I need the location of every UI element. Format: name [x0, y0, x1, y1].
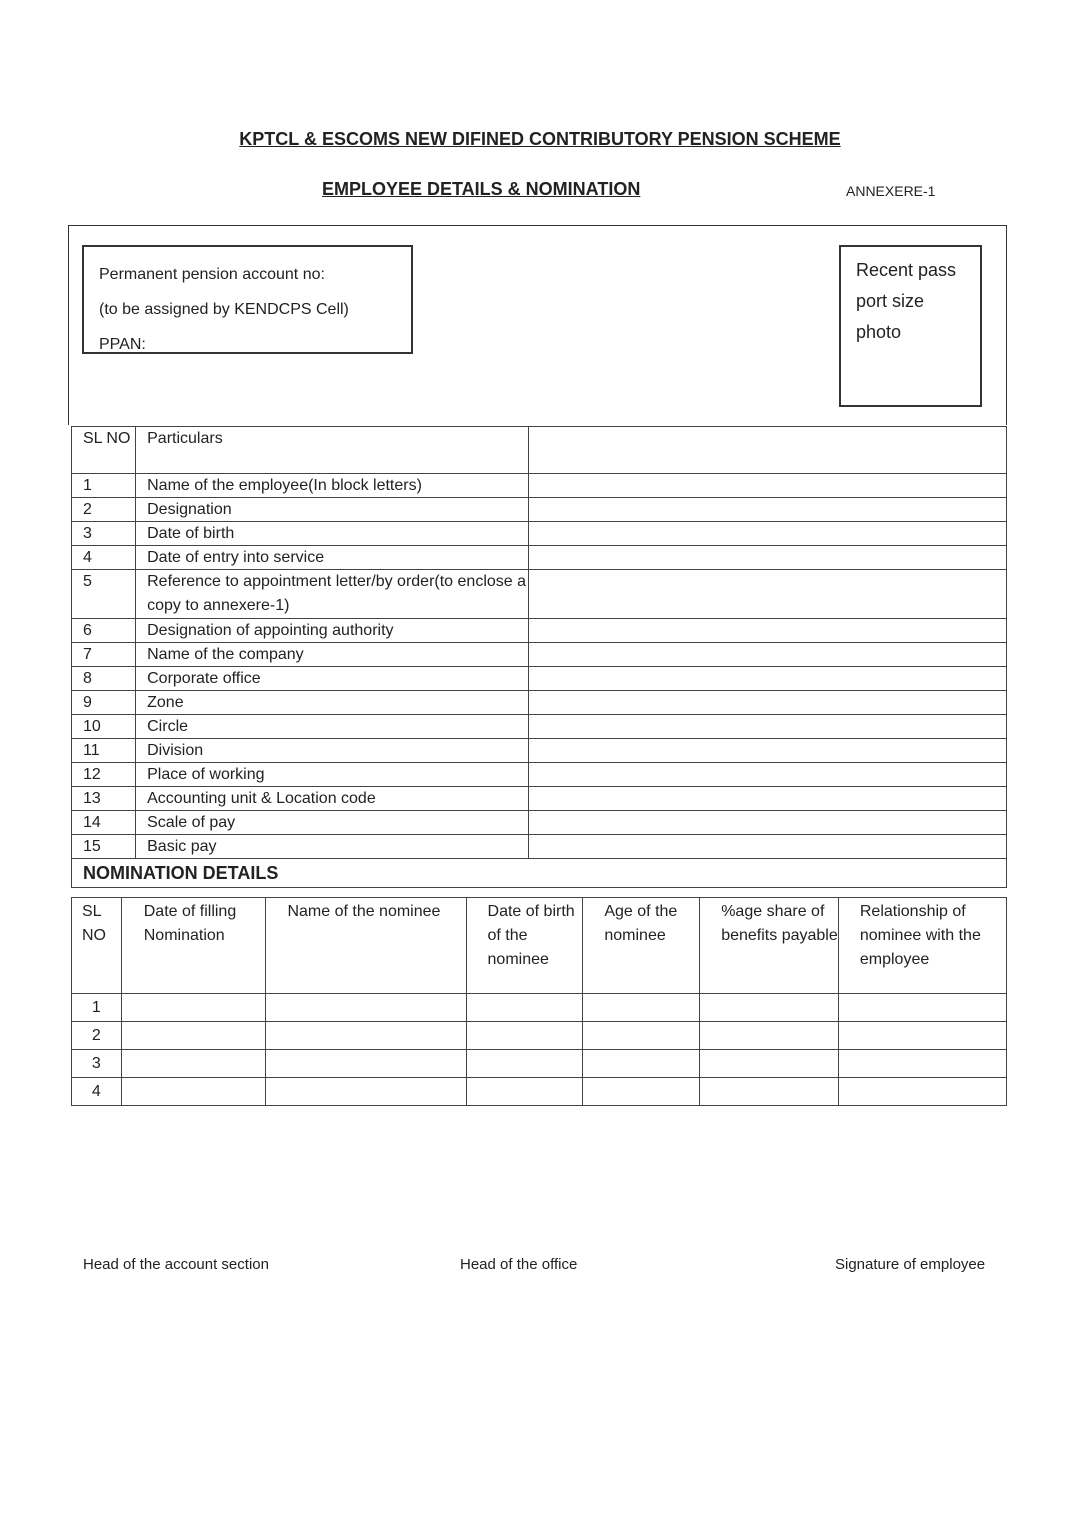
ppan-line-3: PPAN: — [99, 336, 146, 353]
details-sl-cell: 13 — [72, 787, 136, 811]
particulars-header: Particulars — [136, 427, 529, 474]
nomination-field[interactable] — [266, 1078, 466, 1106]
details-row — [72, 835, 1007, 859]
nomination-field[interactable] — [838, 1050, 1006, 1078]
details-sl-cell: 2 — [72, 498, 136, 522]
details-value-field[interactable] — [528, 667, 1006, 691]
details-row — [72, 715, 1007, 739]
nom-col-nominee-name: Name of the nominee — [266, 898, 466, 994]
details-row — [72, 498, 1007, 522]
details-value-field[interactable] — [528, 474, 1006, 498]
nomination-field[interactable] — [266, 1022, 466, 1050]
photo-box — [839, 245, 982, 407]
details-label-cell: Date of birth — [136, 522, 529, 546]
details-value-field[interactable] — [528, 715, 1006, 739]
details-label-cell: Division — [136, 739, 529, 763]
details-sl-cell: 4 — [72, 546, 136, 570]
nomination-field[interactable] — [466, 1050, 583, 1078]
ppan-line-2: (to be assigned by KENDCPS Cell) — [99, 301, 349, 318]
details-label-cell: Reference to appointment letter/by order(to enclose a copy to annexere-1) — [136, 570, 529, 619]
details-label-cell: Circle — [136, 715, 529, 739]
photo-line-3: photo — [856, 322, 902, 342]
nomination-row — [72, 1078, 1007, 1106]
details-label-cell: Accounting unit & Location code — [136, 787, 529, 811]
nomination-field[interactable] — [121, 1050, 266, 1078]
ppan-line-1: Permanent pension account no: — [99, 266, 325, 283]
nomination-field[interactable] — [121, 1078, 266, 1106]
nomination-field[interactable] — [838, 1022, 1006, 1050]
nomination-row — [72, 994, 1007, 1022]
nomination-row-number: 4 — [72, 1078, 122, 1106]
details-label-cell: Zone — [136, 691, 529, 715]
nomination-field[interactable] — [121, 1022, 266, 1050]
details-value-field[interactable] — [528, 643, 1006, 667]
details-label-cell: Designation — [136, 498, 529, 522]
nomination-field[interactable] — [466, 1078, 583, 1106]
details-value-field[interactable] — [528, 835, 1006, 859]
nom-col-sl: SL NO — [72, 898, 122, 994]
details-value-field[interactable] — [528, 522, 1006, 546]
nomination-field[interactable] — [700, 1078, 839, 1106]
nomination-row — [72, 1050, 1007, 1078]
details-sl-cell: 6 — [72, 619, 136, 643]
details-label-cell: Name of the company — [136, 643, 529, 667]
nomination-field[interactable] — [266, 1050, 466, 1078]
nomination-table — [71, 897, 1007, 1106]
details-label-cell: Designation of appointing authority — [136, 619, 529, 643]
photo-line-2: port size — [856, 291, 925, 311]
nomination-field[interactable] — [838, 994, 1006, 1022]
details-label-cell: Place of working — [136, 763, 529, 787]
value-cell[interactable] — [528, 427, 1006, 474]
details-row — [72, 474, 1007, 498]
details-label-cell: Name of the employee(In block letters) — [136, 474, 529, 498]
details-sl-cell: 8 — [72, 667, 136, 691]
details-value-field[interactable] — [528, 498, 1006, 522]
details-row — [72, 787, 1007, 811]
signature-employee: Signature of employee — [835, 1256, 986, 1273]
details-label-cell: Date of entry into service — [136, 546, 529, 570]
details-sl-cell: 9 — [72, 691, 136, 715]
details-sl-cell: 1 — [72, 474, 136, 498]
nomination-field[interactable] — [700, 1050, 839, 1078]
details-sl-cell: 11 — [72, 739, 136, 763]
nomination-row-number: 1 — [72, 994, 122, 1022]
details-value-field[interactable] — [528, 811, 1006, 835]
sl-no-header: SL NO — [72, 427, 136, 474]
details-row — [72, 570, 1007, 619]
details-row — [72, 522, 1007, 546]
form-subtitle: EMPLOYEE DETAILS & NOMINATION — [322, 179, 641, 199]
form-title: KPTCL & ESCOMS NEW DIFINED CONTRIBUTORY PENSION SCHEME — [239, 129, 841, 149]
details-header-row — [72, 427, 1007, 474]
nomination-field[interactable] — [583, 1022, 700, 1050]
details-row — [72, 691, 1007, 715]
nomination-field[interactable] — [266, 994, 466, 1022]
nom-col-age: Age of the nominee — [583, 898, 700, 994]
details-value-field[interactable] — [528, 619, 1006, 643]
signature-account-section: Head of the account section — [83, 1256, 269, 1273]
details-value-field[interactable] — [528, 787, 1006, 811]
nomination-row-number: 2 — [72, 1022, 122, 1050]
details-value-field[interactable] — [528, 570, 1006, 619]
nom-col-date-filling: Date of filling Nomination — [121, 898, 266, 994]
nomination-row-number: 3 — [72, 1050, 122, 1078]
nomination-field[interactable] — [121, 994, 266, 1022]
nom-col-dob: Date of birth of the nominee — [466, 898, 583, 994]
nomination-field[interactable] — [700, 1022, 839, 1050]
photo-line-1: Recent pass — [856, 260, 957, 280]
nomination-field[interactable] — [583, 1078, 700, 1106]
details-row — [72, 619, 1007, 643]
details-row — [72, 739, 1007, 763]
details-label-cell: Basic pay — [136, 835, 529, 859]
details-sl-cell: 3 — [72, 522, 136, 546]
details-row — [72, 546, 1007, 570]
details-label-cell: Scale of pay — [136, 811, 529, 835]
details-value-field[interactable] — [528, 546, 1006, 570]
details-value-field[interactable] — [528, 763, 1006, 787]
details-value-field[interactable] — [528, 691, 1006, 715]
details-sl-cell: 12 — [72, 763, 136, 787]
nomination-field[interactable] — [838, 1078, 1006, 1106]
details-value-field[interactable] — [528, 739, 1006, 763]
nom-col-relationship: Relationship of nominee with the employee — [838, 898, 1006, 994]
details-sl-cell: 15 — [72, 835, 136, 859]
nomination-heading: NOMINATION DETAILS — [72, 859, 1007, 888]
nomination-header-row — [72, 898, 1007, 994]
nomination-field[interactable] — [466, 994, 583, 1022]
details-row — [72, 763, 1007, 787]
nomination-row — [72, 1022, 1007, 1050]
details-label-cell: Corporate office — [136, 667, 529, 691]
nomination-field[interactable] — [700, 994, 839, 1022]
details-sl-cell: 5 — [72, 570, 136, 619]
details-sl-cell: 7 — [72, 643, 136, 667]
nomination-field[interactable] — [466, 1022, 583, 1050]
nomination-field[interactable] — [583, 1050, 700, 1078]
details-row — [72, 667, 1007, 691]
details-sl-cell: 14 — [72, 811, 136, 835]
details-sl-cell: 10 — [72, 715, 136, 739]
signature-head-office: Head of the office — [460, 1256, 578, 1273]
annexure-label: ANNEXERE-1 — [846, 183, 936, 199]
details-row — [72, 643, 1007, 667]
ppan-box — [82, 245, 413, 354]
nomination-field[interactable] — [583, 994, 700, 1022]
employee-details-table — [71, 426, 1007, 888]
nomination-heading-row — [72, 859, 1007, 888]
details-row — [72, 811, 1007, 835]
nom-col-share: %age share of benefits payable — [700, 898, 839, 994]
